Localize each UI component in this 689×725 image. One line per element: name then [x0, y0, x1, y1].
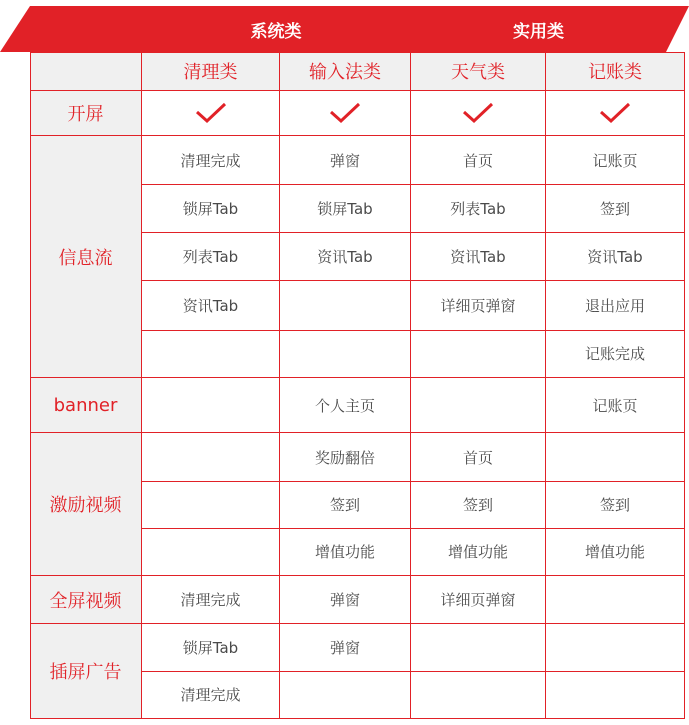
- group-header-tail: [666, 6, 689, 52]
- row-header-banner-label: banner: [53, 394, 118, 416]
- table-cell: [411, 671, 545, 718]
- group-header-system: [142, 6, 410, 52]
- table-cell: [280, 330, 410, 377]
- category-cleanup-label: 清理类: [183, 62, 238, 83]
- table-cell: 清理完成: [180, 591, 241, 609]
- grid-line: [684, 52, 685, 719]
- checkmark-icon: [195, 102, 227, 124]
- row-header-fullscreen-video-label: 全屏视频: [49, 590, 122, 612]
- checkmark-icon: [462, 102, 494, 124]
- category-weather-label: 天气类: [451, 62, 505, 83]
- table-cell: 增值功能: [584, 543, 645, 561]
- grid-line: [30, 623, 685, 624]
- grid-line: [142, 330, 685, 331]
- table-cell: [546, 576, 684, 623]
- grid-line: [141, 6, 142, 719]
- table-cell: [546, 671, 684, 718]
- table-cell: 奖励翻倍: [314, 448, 375, 467]
- row-header-splash: [30, 90, 141, 135]
- row-header-fullscreen-video: [30, 576, 141, 623]
- table-cell: 弹窗: [329, 151, 360, 170]
- category-header-weather: [411, 52, 545, 90]
- grid-line: [30, 432, 685, 433]
- table-cell: 记账页: [592, 151, 638, 170]
- group-header-utility: [411, 6, 666, 52]
- table-cell: 详细页弹窗: [440, 591, 516, 609]
- table-cell: [546, 624, 684, 671]
- category-header-accounting: [546, 52, 684, 90]
- group-header-system-label: 系统类: [250, 21, 302, 42]
- table-cell: [411, 624, 545, 671]
- grid-line: [545, 52, 546, 719]
- table-cell: [142, 528, 279, 575]
- table-cell: 锁屏Tab: [317, 199, 373, 218]
- row-header-interstitial: [30, 624, 141, 718]
- checkmark-icon: [599, 102, 631, 124]
- table-cell: 首页: [462, 448, 493, 467]
- grid-line: [142, 481, 685, 482]
- table-cell: 签到: [599, 496, 630, 514]
- check-cell-accounting: [546, 90, 684, 135]
- table-cell: 首页: [462, 151, 493, 170]
- group-header-utility-label: 实用类: [513, 21, 564, 42]
- table-cell: [411, 330, 545, 377]
- table-cell: [142, 433, 279, 481]
- grid-line: [30, 52, 685, 53]
- table-cell: 列表Tab: [182, 247, 239, 266]
- category-header-input: [280, 52, 410, 90]
- table-cell: 签到: [462, 496, 493, 514]
- table-cell: 增值功能: [314, 543, 375, 561]
- row-header-feed-label: 信息流: [58, 247, 113, 269]
- grid-line: [142, 280, 685, 281]
- table-cell: 弹窗: [329, 591, 360, 609]
- table-cell: [142, 378, 279, 432]
- grid-line: [30, 135, 685, 136]
- grid-line: [30, 52, 31, 719]
- table-cell: [142, 330, 279, 377]
- table-cell: [546, 433, 684, 481]
- category-accounting-label: 记账类: [588, 62, 642, 83]
- table-cell: 资讯Tab: [450, 247, 506, 266]
- row-header-banner: [30, 378, 141, 432]
- table-cell: 锁屏Tab: [182, 199, 239, 218]
- table-cell: 退出应用: [584, 296, 645, 315]
- table-cell: 清理完成: [180, 686, 241, 704]
- grid-line: [142, 232, 685, 233]
- table-cell: 资讯Tab: [587, 247, 643, 266]
- table-cell: 记账完成: [584, 345, 645, 363]
- table-cell: 记账页: [592, 396, 638, 415]
- table-cell: 增值功能: [447, 543, 508, 561]
- table-cell: 清理完成: [180, 151, 241, 170]
- grid-line: [30, 377, 685, 378]
- category-input-label: 输入法类: [309, 62, 381, 83]
- table-cell: 个人主页: [314, 396, 375, 415]
- grid-line: [142, 528, 685, 529]
- table-cell: 锁屏Tab: [182, 639, 239, 657]
- table-cell: 签到: [329, 496, 360, 514]
- row-header-interstitial-label: 插屏广告: [49, 662, 122, 683]
- table-cell: 弹窗: [329, 639, 360, 657]
- table-cell: 资讯Tab: [182, 296, 239, 315]
- table-cell: 资讯Tab: [317, 247, 373, 266]
- table-cell: 签到: [599, 199, 630, 218]
- grid-line: [30, 575, 685, 576]
- grid-line: [30, 718, 685, 719]
- checkmark-icon: [329, 102, 361, 124]
- grid-line: [142, 184, 685, 185]
- table-cell: [411, 378, 545, 432]
- check-cell-cleanup: [142, 90, 279, 135]
- row-header-rewarded-video-label: 激励视频: [49, 495, 122, 516]
- grid-line: [410, 6, 411, 719]
- grid-line: [142, 671, 685, 672]
- grid-line: [30, 90, 685, 91]
- check-cell-weather: [411, 90, 545, 135]
- table-cell: [280, 671, 410, 718]
- table-cell: 列表Tab: [450, 199, 506, 218]
- category-header-cleanup: [142, 52, 279, 90]
- row-header-splash-label: 开屏: [67, 103, 104, 125]
- row-header-feed: [30, 136, 141, 377]
- header-left-edge: [0, 6, 30, 52]
- row-header-rewarded-video: [30, 433, 141, 575]
- table-cell: [142, 481, 279, 528]
- check-cell-input: [280, 90, 410, 135]
- grid-line: [279, 52, 280, 719]
- table-cell: [280, 280, 410, 330]
- table-cell: 详细页弹窗: [440, 296, 516, 315]
